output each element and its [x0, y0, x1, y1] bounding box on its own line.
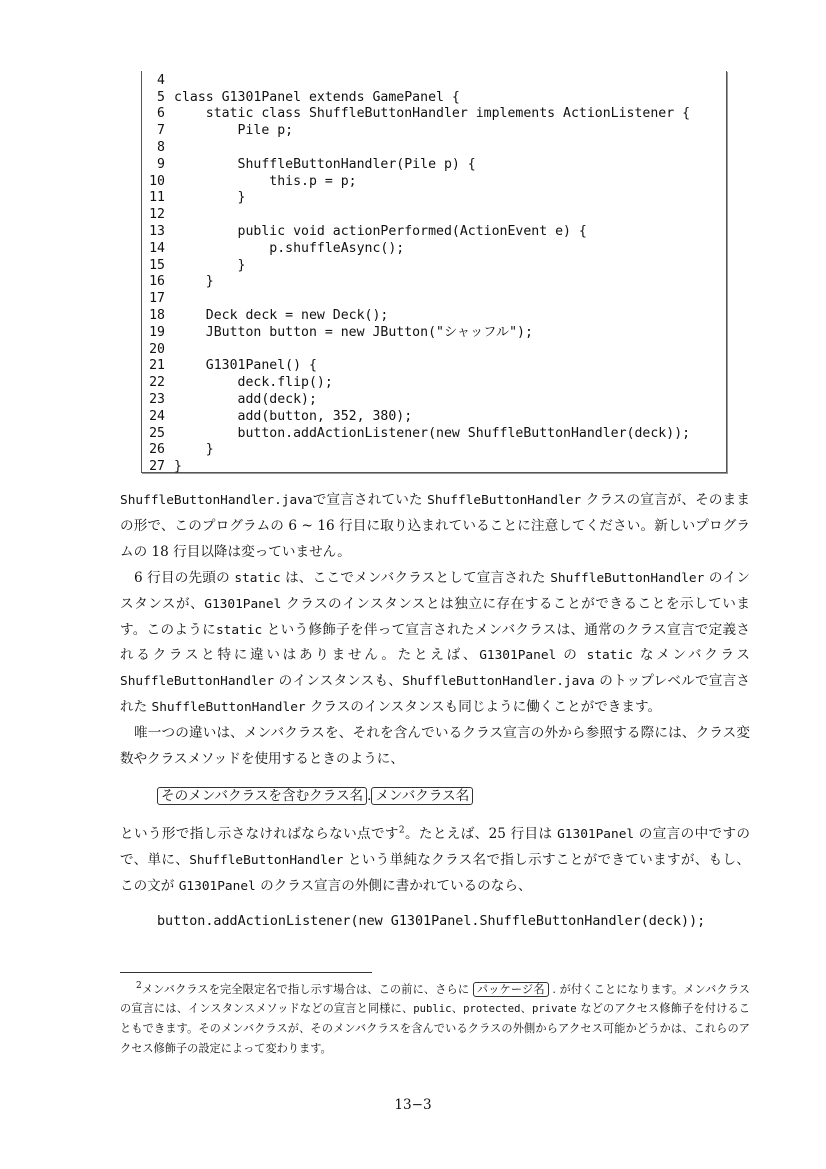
code-line-15 [148, 257, 245, 274]
footnote [120, 980, 750, 1058]
text-span: 6 行目の先頭の [134, 570, 230, 586]
code-text: static class ShuffleButtonHandler implements ActionListener { [174, 106, 691, 121]
text-span: クラスのインスタンスとは独立に存在することができることを示しています。このように [120, 595, 750, 638]
text-span: は、ここでメンバクラスとして宣言された [285, 570, 546, 586]
code-span: ShuffleButtonHandler [120, 674, 275, 690]
text-span: のインスタンスが、 [120, 570, 750, 612]
text-span: という単純なクラス名で指し示すことができていますが、もし、この文が [120, 851, 751, 894]
footnote-mark: 2 [136, 981, 142, 992]
line-number: 20 [149, 342, 165, 357]
text-span: 唯一つの違いは、メンバクラスを、それを含んでいるクラス宣言の外から参照する際には、クラス変数やクラスメソッドを使用するときのように、 [120, 725, 750, 767]
code-line-5 [148, 89, 460, 106]
code-text: Pile p; [174, 123, 294, 138]
code-line-14 [148, 240, 404, 257]
code-text: public void actionPerformed(ActionEvent e) { [174, 224, 587, 239]
line-number: 19 [149, 325, 165, 340]
code-span: static [586, 648, 633, 664]
code-line-7 [148, 122, 293, 139]
code-span: G1301Panel [479, 648, 557, 664]
code-line-19 [148, 324, 533, 341]
text-span: のインスタンスも、 [278, 673, 403, 690]
footnote-reference[interactable]: 2 [398, 825, 405, 836]
package-name-box: パッケージ名 [473, 982, 549, 997]
text-span: . が付くことになります。メンバクラスの宣言には、インスタンスメソッドなどの宣言と同様に、 [120, 983, 750, 1016]
text-span: クラスの宣言が、そのままの形で、このプログラムの 6 ~ 16 行目に取り込まれていることに注意してください。新しいプログラムの 18 行目以降は変っていません。 [120, 492, 750, 560]
code-line-23 [148, 391, 317, 408]
code-text: this.p = p; [174, 174, 357, 189]
code-line-8 [148, 139, 174, 156]
line-number: 15 [149, 258, 165, 273]
code-line-27 [148, 458, 182, 475]
text-span: で宣言されていた [312, 492, 423, 508]
text-span: のトップレベルで宣言された [120, 673, 751, 715]
line-number: 6 [157, 106, 165, 121]
code-text: add(button, 352, 380); [174, 409, 413, 424]
example-code-line: button.addActionListener(new G1301Panel.ShuffleButtonHandler(deck)); [157, 914, 706, 929]
text-span: 、 [520, 1002, 532, 1016]
code-text: add(deck); [174, 392, 317, 407]
code-span: protected [463, 1003, 521, 1016]
line-number: 17 [149, 291, 165, 306]
text-span: という修飾子を伴って宣言されたメンバクラスは、通常のクラス宣言で定義されるクラスと特に違いはありません。たとえば、 [120, 621, 750, 664]
code-span: ShuffleButtonHandler [427, 493, 582, 508]
text-span: 。たとえば、25 行目は [404, 826, 553, 842]
code-text: } [174, 459, 182, 474]
line-number: 22 [149, 375, 165, 390]
line-number: 14 [149, 241, 165, 256]
code-text: class G1301Panel extends GamePanel { [174, 90, 460, 105]
line-number: 12 [149, 207, 165, 222]
page-number: 13−3 [394, 1097, 432, 1113]
text-span: の宣言の中ですので、単に、 [120, 826, 750, 868]
line-number: 8 [157, 140, 165, 155]
code-span: G1301Panel [178, 878, 256, 894]
code-line-21 [148, 357, 317, 374]
code-span: static [215, 622, 263, 638]
line-number: 24 [149, 409, 165, 424]
text-span: のクラス宣言の外側に書かれているのなら、 [260, 877, 532, 894]
code-line-11 [148, 189, 245, 206]
line-number: 27 [149, 459, 165, 474]
paragraph-2 [120, 566, 750, 721]
code-text: } [174, 274, 214, 289]
code-line-24 [148, 408, 412, 425]
dot-separator: . [367, 788, 372, 804]
code-span: G1301Panel [204, 596, 282, 612]
line-number: 16 [149, 274, 165, 289]
line-number: 26 [149, 442, 165, 457]
code-span: ShuffleButtonHandler [550, 571, 705, 586]
code-line-22 [148, 374, 333, 391]
code-text: p.shuffleAsync(); [174, 241, 405, 256]
line-number: 21 [149, 358, 165, 373]
code-text: JButton button = new JButton("シャッフル"); [174, 325, 533, 340]
code-text: G1301Panel() { [174, 358, 317, 373]
code-span: ShuffleButtonHandler [189, 852, 344, 868]
line-number: 5 [157, 90, 165, 105]
code-line-17 [148, 290, 174, 307]
code-line-26 [148, 441, 214, 458]
code-line-4 [148, 72, 174, 89]
paragraph-4 [120, 822, 750, 899]
line-number: 10 [149, 174, 165, 189]
code-span: ShuffleButtonHandler [151, 699, 306, 715]
line-number: 11 [149, 190, 165, 205]
line-number: 23 [149, 392, 165, 407]
line-number: 25 [149, 426, 165, 441]
paragraph-3 [120, 721, 750, 773]
code-line-10 [148, 173, 357, 190]
code-span: public [413, 1003, 452, 1016]
code-line-16 [148, 273, 214, 290]
code-line-9 [148, 156, 476, 173]
code-span: ShuffleButtonHandler.java [120, 493, 313, 508]
line-number: 4 [157, 73, 165, 88]
text-span: 、 [451, 1002, 464, 1016]
code-line-13 [148, 223, 587, 240]
line-number: 7 [157, 123, 165, 138]
text-span: の [563, 647, 580, 664]
footnote-rule [120, 972, 372, 973]
code-line-20 [148, 341, 174, 358]
text-span: などのアクセス修飾子を付けることもできます。そのメンバクラスが、そのメンバクラスを含んでいるクラスの外側からアクセス可能かどうかは、これらのアクセス修飾子の設定によって変わります。 [120, 1002, 750, 1055]
code-span: G1301Panel [557, 827, 635, 842]
code-span: static [234, 571, 281, 586]
text-span: クラスのインスタンスも同じように働くことができます。 [309, 698, 662, 715]
text-span: メンバクラスを完全限定名で指し示す場合は、この前に、さらに [141, 983, 470, 996]
text-span: という形で指し示さなければならない点です [120, 826, 399, 842]
code-text: Deck deck = new Deck(); [174, 308, 389, 323]
code-line-25 [148, 425, 690, 442]
code-line-18 [148, 307, 388, 324]
line-number: 9 [157, 157, 165, 172]
code-text: ShuffleButtonHandler(Pile p) { [174, 157, 476, 172]
syntax-form [157, 785, 473, 807]
member-class-name-box: メンバクラス名 [371, 787, 473, 805]
code-text: button.addActionListener(new ShuffleButtonHandler(deck)); [174, 426, 691, 441]
line-number: 13 [149, 224, 165, 239]
code-text: } [174, 190, 246, 205]
code-line-12 [148, 206, 174, 223]
text-span: なメンバクラス [639, 647, 751, 664]
code-text: } [174, 442, 214, 457]
enclosing-class-name-box: そのメンバクラスを含むクラス名 [157, 787, 367, 805]
code-text: } [174, 258, 246, 273]
line-number: 18 [149, 308, 165, 323]
code-span: private [531, 1003, 577, 1016]
code-text: deck.flip(); [174, 375, 333, 390]
code-span: ShuffleButtonHandler.java [402, 674, 595, 690]
paragraph-1 [120, 488, 750, 565]
code-line-6 [148, 105, 690, 122]
